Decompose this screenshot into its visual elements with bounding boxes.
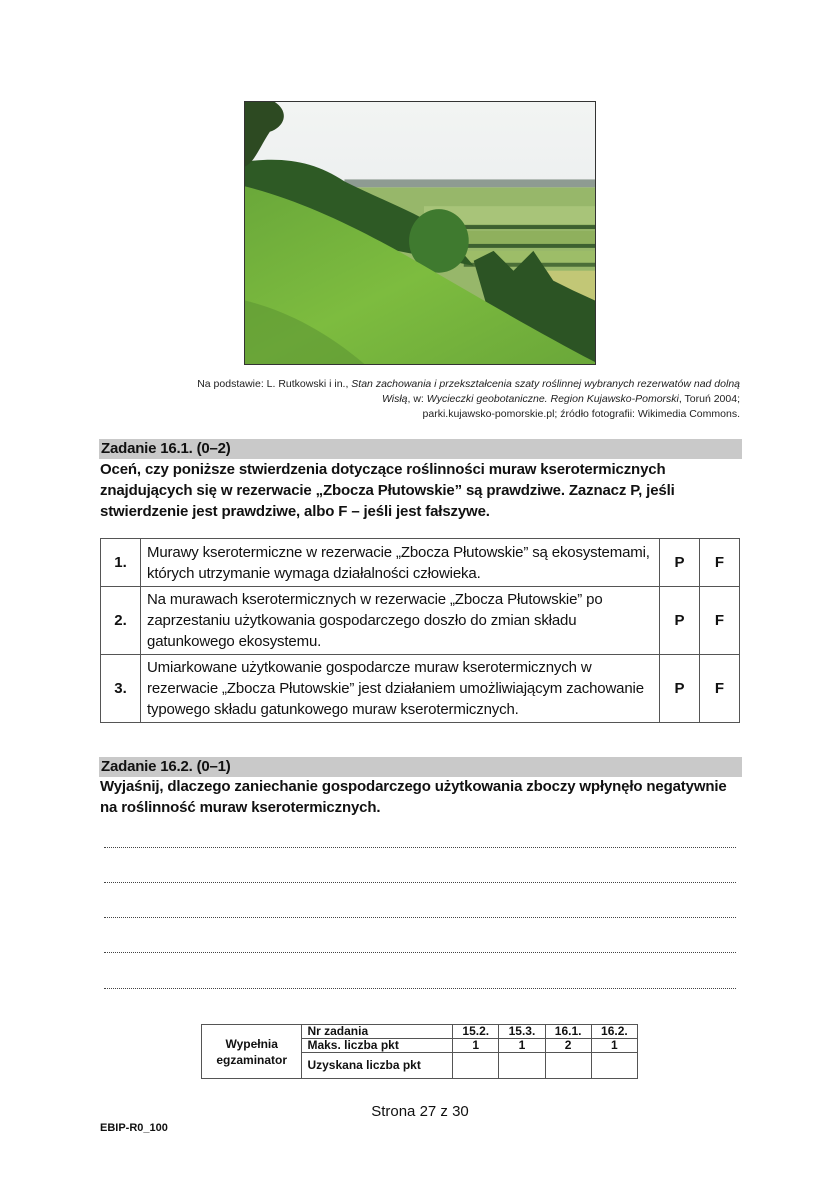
answer-line[interactable]	[104, 882, 736, 883]
statement-number: 2.	[101, 587, 141, 655]
obtained-points-label: Uzyskana liczba pkt	[302, 1053, 453, 1079]
caption-book-title: Wycieczki geobotaniczne. Region Kujawsko-Pomorski	[426, 393, 679, 405]
obtained-points-cell[interactable]	[591, 1053, 637, 1079]
landscape-photo	[244, 101, 596, 365]
statement-text: Murawy kserotermiczne w rezerwacie „Zbocza Płutowskie” są ekosystemami, których utrzymanie wymaga działalności człowieka.	[141, 539, 660, 587]
obtained-points-cell[interactable]	[499, 1053, 545, 1079]
caption-publication-place: , Toruń 2004;	[678, 393, 740, 405]
task-16-2-instruction: Wyjaśnij, dlaczego zaniechanie gospodarczego użytkowania zboczy wpłynęło negatywnie na roślinność muraw kserotermicznych.	[100, 778, 727, 816]
photo-caption	[180, 377, 740, 422]
task-number: 15.3.	[499, 1025, 545, 1039]
statement-text: Na murawach kserotermicznych w rezerwacie „Zbocza Płutowskie” po zaprzestaniu użytkowania gospodarczego doszło do zmian składu gatunkowego ekosystemu.	[141, 587, 660, 655]
true-false-statements-table	[100, 538, 740, 723]
document-code: EBIP-R0_100	[100, 1122, 168, 1134]
statement-number: 1.	[101, 539, 141, 587]
examiner-score-table	[201, 1024, 638, 1079]
true-option[interactable]: P	[660, 587, 700, 655]
max-points: 1	[453, 1039, 499, 1053]
obtained-points-cell[interactable]	[453, 1053, 499, 1079]
task-16-1-instruction: Oceń, czy poniższe stwierdzenia dotyczące roślinności muraw kserotermicznych znajdujących się w rezerwacie „Zbocza Płutowskie” są prawdziwe. Zaznacz P, jeśli stwierdzenie jest prawdziwe, albo F – jeśli jest fałszywe.	[100, 461, 675, 520]
max-points-label: Maks. liczba pkt	[302, 1039, 453, 1053]
statement-row	[101, 539, 740, 587]
task-16-2-header: Zadanie 16.2. (0–1)	[99, 757, 742, 777]
caption-web-source: parki.kujawsko-pomorskie.pl; źródło fotografii: Wikimedia Commons.	[422, 408, 740, 420]
statement-row	[101, 587, 740, 655]
caption-article-title: Stan zachowania i przekształcenia szaty roślinnej wybranych rezerwatów nad dolną Wisłą	[351, 378, 740, 405]
false-option[interactable]: F	[700, 655, 740, 723]
answer-line[interactable]	[104, 988, 736, 989]
task-16-1-header: Zadanie 16.1. (0–2)	[99, 439, 742, 459]
max-points: 1	[591, 1039, 637, 1053]
answer-line[interactable]	[104, 847, 736, 848]
page-number: Strona 27 z 30	[371, 1103, 469, 1120]
task-number: 16.2.	[591, 1025, 637, 1039]
true-option[interactable]: P	[660, 655, 700, 723]
true-option[interactable]: P	[660, 539, 700, 587]
answer-line[interactable]	[104, 952, 736, 953]
max-points: 1	[499, 1039, 545, 1053]
max-points: 2	[545, 1039, 591, 1053]
caption-connector: , w:	[407, 393, 427, 405]
task-number: 16.1.	[545, 1025, 591, 1039]
obtained-points-cell[interactable]	[545, 1053, 591, 1079]
statement-number: 3.	[101, 655, 141, 723]
statement-text: Umiarkowane użytkowanie gospodarcze muraw kserotermicznych w rezerwacie „Zbocza Płutowskie” jest działaniem umożliwiającym zachowanie typowego składu gatunkowego muraw kserotermicznych.	[141, 655, 660, 723]
statement-row	[101, 655, 740, 723]
false-option[interactable]: F	[700, 587, 740, 655]
photo-illustration	[245, 102, 595, 364]
caption-source-prefix: Na podstawie: L. Rutkowski i in.,	[197, 378, 352, 390]
answer-line[interactable]	[104, 917, 736, 918]
false-option[interactable]: F	[700, 539, 740, 587]
examiner-label: Wypełnia egzaminator	[202, 1025, 302, 1079]
task-number: 15.2.	[453, 1025, 499, 1039]
task-number-label: Nr zadania	[302, 1025, 453, 1039]
